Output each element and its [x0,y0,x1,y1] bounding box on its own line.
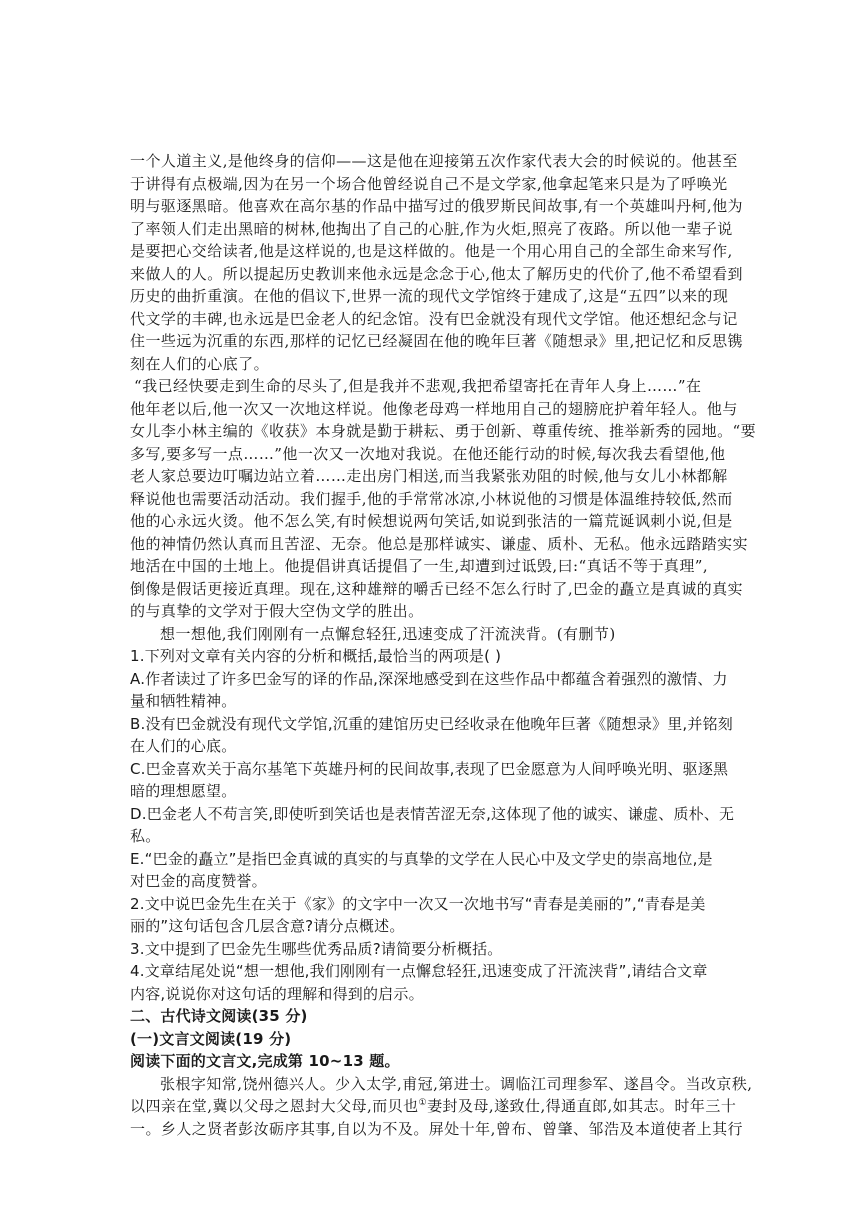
text-line: 住一些远为沉重的东西,那样的记忆已经凝固在他的晚年巨著《随想录》里,把记忆和反思镌 [130,332,743,350]
question-2: 2.文中说巴金先生在关于《家》的文字中一次又一次地书写“青春是美丽的”,“青春是美 [130,894,706,913]
document-page [130,150,757,1140]
essay-paragraph-3 [130,623,732,646]
text-line: “我已经快要走到生命的尽头了,但是我并不悲观,我把希望寄托在青年人身上……”在 [134,377,702,395]
text-line: 多写,要多写一点……”他一次又一次地对我说。在他还能行动的时候,每次我去看望他,他 [130,444,726,463]
text-line: 于讲得有点极端,因为在另一个场合他曾经说自己不是文学家,他拿起笔来只是为了呼唤光 [130,174,728,193]
option-c: C.巴金喜欢关于高尔基笔下英雄丹柯的民间故事,表现了巴金愿意为人间呼唤光明、驱逐黑 [130,759,729,778]
questions-section [130,645,735,1005]
text-line [130,1095,737,1118]
reading-instruction: 阅读下面的文言文,完成第 10~13 题。 [130,1052,400,1070]
text-line: 一个人道主义,是他终身的信仰——这是他在迎接第五次作家代表大会的时候说的。他甚至 [130,152,738,170]
text-line: 代文学的丰碑,也永远是巴金老人的纪念馆。没有巴金就没有现代文学馆。他还想纪念与记 [130,309,738,328]
option-e-cont: 对巴金的高度赞誉。 [130,872,267,890]
text-line: 的与真挚的文学对于假大空伪文学的胜出。 [130,602,424,620]
text-line: 倒像是假话更接近真理。现在,这种雄辩的嚼舌已经不怎么行时了,巴金的矗立是真诚的真实 [130,579,743,598]
question-4-cont: 内容,说说你对这句话的理解和得到的启示。 [130,984,424,1003]
text-line: 释说他也需要活动活动。我们握手,他的手常常冰凉,小林说他的习惯是体温维持较低,然而 [130,489,733,508]
text-line: 一。乡人之贤者彭汝砺序其事,自以为不及。屏处十年,曾布、曾肇、邹浩及本道使者上其行 [130,1119,743,1138]
text-line: 历史的曲折重演。在他的倡议下,世界一流的现代文学馆终于建成了,这是“五四”以来的现 [130,287,729,305]
essay-paragraph-1 [130,150,743,375]
text-line: 是要把心交给读者,他是这样说的,也是这样做的。他是一个用心用自己的全部生命来写作, [130,242,733,260]
question-2-cont: 丽的”这句话包含几层含意?请分点概述。 [130,917,405,935]
footnote-marker: ① [418,1098,428,1108]
section-2-header [130,1005,732,1073]
text-line: 他年老以后,他一次又一次地这样说。他像老母鸡一样地用自己的翅膀庇护着年轻人。他与 [130,399,738,418]
option-d: D.巴金老人不苟言笑,即使听到笑话也是表情苦涩无奈,这体现了他的诚实、谦虚、质朴、无 [130,804,735,823]
classical-text [130,1073,753,1141]
text-line: 他的神情仍然认真而且苦涩、无奈。他总是那样诚实、谦虚、质朴、无私。他永远踏踏实实 [130,534,749,553]
text-line: 他的心永远火烫。他不怎么笑,有时候想说两句笑话,如说到张洁的一篇荒诞讽刺小说,但是 [130,512,733,530]
text-segment: 妻封及母,遂致仕,得通直郎,如其志。时年三十 [427,1097,737,1115]
text-line: 了率领人们走出黑暗的树林,他掏出了自己的心脏,作为火炬,照亮了夜路。所以他一辈子说 [130,219,733,238]
question-3: 3.文中提到了巴金先生哪些优秀品质?请简要分析概括。 [130,939,503,958]
option-e: E.“巴金的矗立”是指巴金真诚的真实的与真挚的文学在人民心中及文学史的崇高地位,是 [130,849,713,868]
subsection-heading: (一)文言文阅读(19 分) [130,1029,292,1048]
text-line: 地活在中国的土地上。他提倡讲真话提倡了一生,却遭到过诋毁,曰:“真话不等于真理”, [130,557,709,575]
text-line: 女儿李小林主编的《收获》本身就是勤于耕耘、勇于创新、尊重传统、推举新秀的园地。“要 [130,422,757,440]
text-line: 明与驱逐黑暗。他喜欢在高尔基的作品中描写过的俄罗斯民间故事,有一个英雄叫丹柯,他为 [130,197,743,215]
option-d-cont: 私。 [130,827,161,845]
text-line: 老人家总要边叮嘱边站立着……走出房门相送,而当我紧张劝阻的时候,他与女儿小林都解 [130,467,728,485]
text-line: 刻在人们的心底了。 [130,354,270,373]
question-1: 1.下列对文章有关内容的分析和概括,最恰当的两项是( ) [130,647,502,665]
text-line: 想一想他,我们刚刚有一点懈怠轻狂,迅速变成了汗流浃背。(有删节) [160,624,616,643]
option-c-cont: 暗的理想愿望。 [130,782,237,800]
section-heading: 二、古代诗文阅读(35 分) [130,1007,308,1025]
option-b: B.没有巴金就没有现代文学馆,沉重的建馆历史已经收录在他晚年巨著《随想录》里,并铭刻 [130,714,733,733]
text-line: 来做人的人。所以提起历史教训来他永远是念念于心,他太了解历史的代价了,他不希望看到 [130,264,743,283]
question-4: 4.文章结尾处说“想一想他,我们刚刚有一点懈怠轻狂,迅速变成了汗流浃背”,请结合文章 [130,962,708,980]
option-a-cont: 量和牺牲精神。 [130,692,237,710]
text-line: 张根字知常,饶州德兴人。少入太学,甫冠,第进士。调临江司理参军、遂昌令。当改京秩, [160,1074,753,1093]
essay-paragraph-2 [130,375,757,623]
text-segment: 以四亲在堂,冀以父母之恩封大父母,而贝也 [130,1097,419,1115]
option-a: A.作者读过了许多巴金写的译的作品,深深地感受到在这些作品中都蕴含着强烈的激情、力 [130,669,728,688]
option-b-cont: 在人们的心底。 [130,737,237,755]
